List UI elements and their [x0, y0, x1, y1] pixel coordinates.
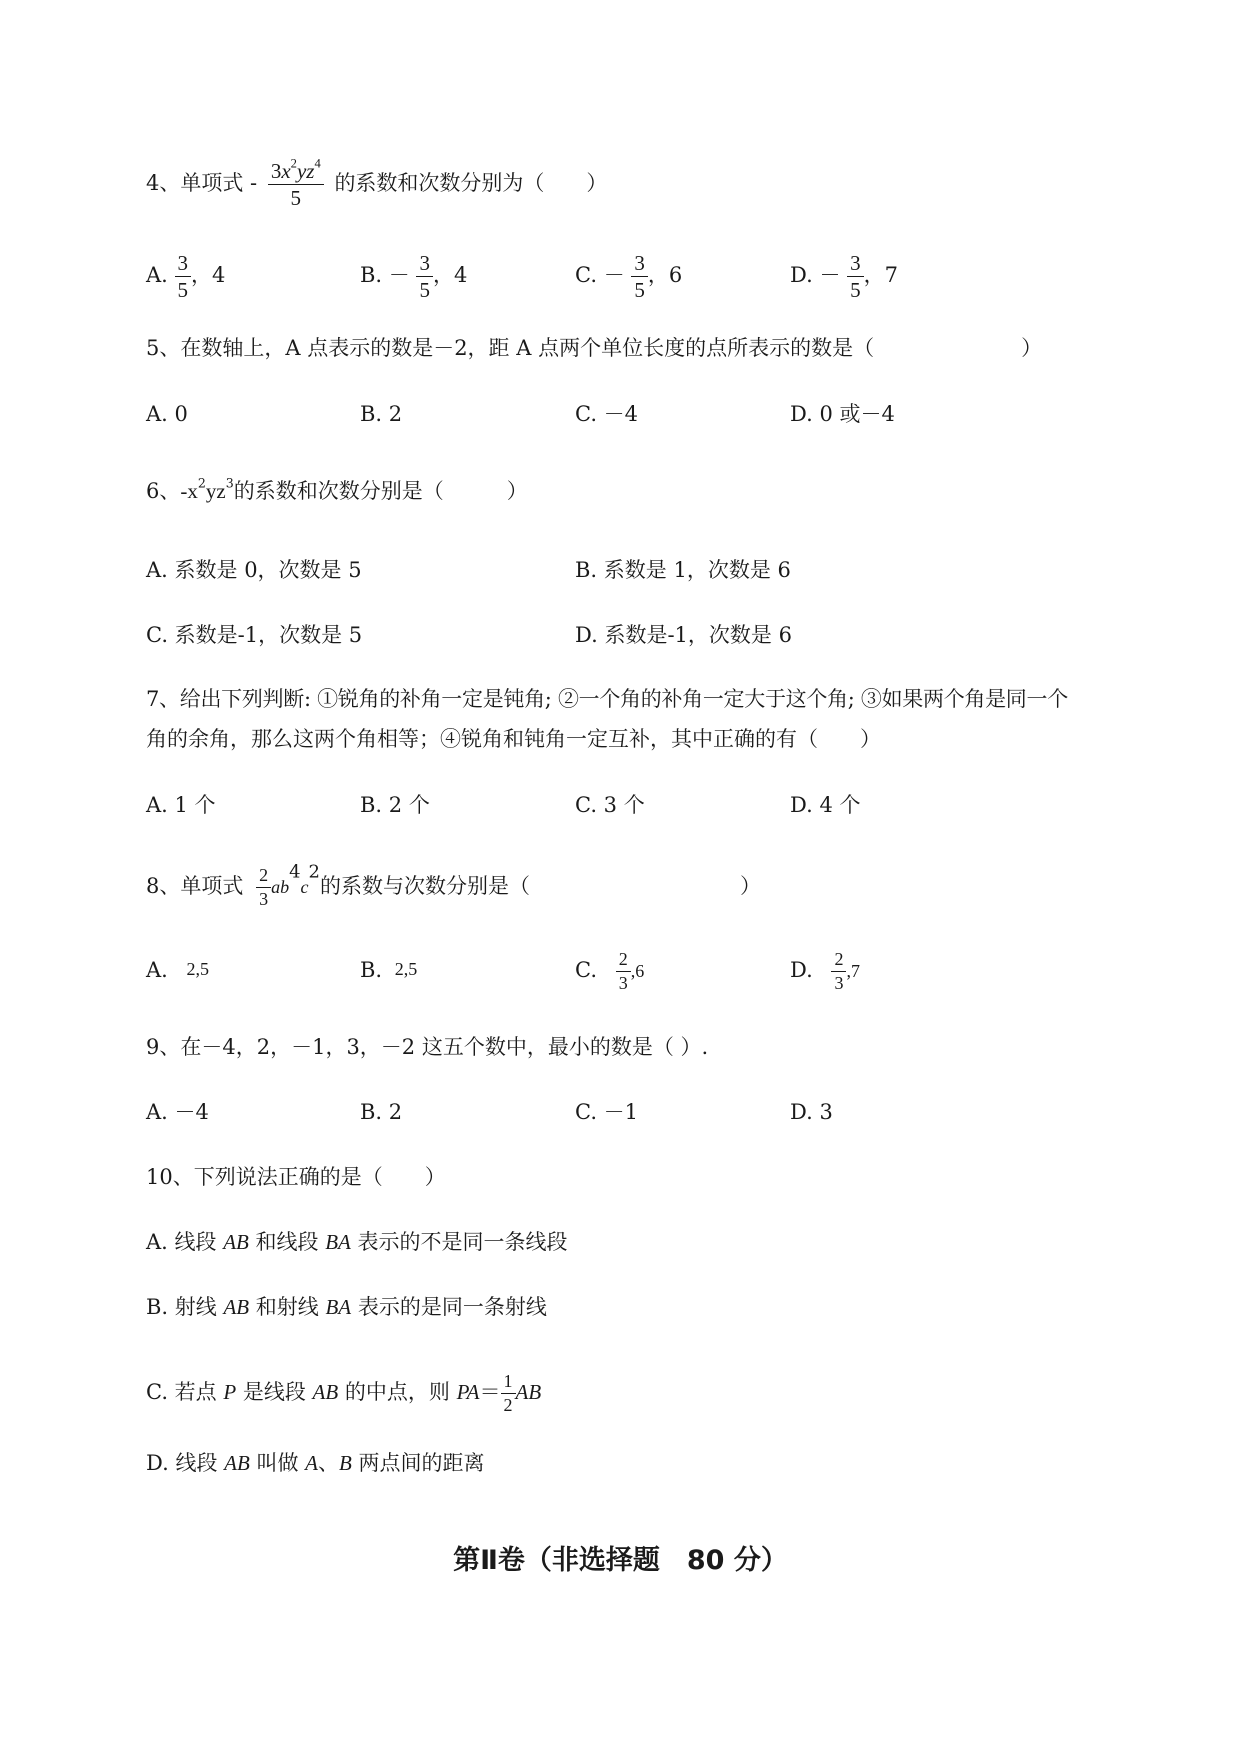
question-5-stem: 5、在数轴上，A 点表示的数是－2，距 A 点两个单位长度的点所表示的数是（ ） [146, 336, 1043, 360]
q8-option-b[interactable]: B. 2,5 [360, 958, 418, 982]
question-7-stem-line2: 角的余角，那么这两个角相等；④锐角和钝角一定互补，其中正确的有（ ） [146, 727, 881, 751]
q7-option-b[interactable]: B. 2 个 [360, 793, 430, 817]
q6-option-b[interactable]: B. 系数是 1，次数是 6 [575, 558, 791, 582]
q4-option-d[interactable]: D. － $\frac{3}{5}$ ，7 [790, 251, 899, 303]
q4-option-a[interactable]: A. $\frac{3}{5}$ ，4 [146, 251, 226, 303]
q5-option-c[interactable]: C. －4 [575, 402, 639, 426]
q10-option-c[interactable]: C. 若点 P 是线段 AB 的中点，则 PA＝ $\frac{1}{2}$ AB [146, 1371, 542, 1415]
q6-option-d[interactable]: D. 系数是-1，次数是 6 [575, 623, 792, 647]
question-9-stem: 9、在－4，2，－1，3，－2 这五个数中，最小的数是（ ）. [146, 1035, 709, 1059]
q6-option-c[interactable]: C. 系数是-1，次数是 5 [146, 623, 363, 647]
q6-option-a[interactable]: A. 系数是 0，次数是 5 [146, 558, 362, 582]
q10-option-b[interactable]: B. 射线 AB 和射线 BA 表示的是同一条射线 [146, 1295, 547, 1319]
q5-option-b[interactable]: B. 2 [360, 402, 403, 426]
q5-option-d[interactable]: D. 0 或－4 [790, 402, 895, 426]
q8-option-a[interactable]: A. 2,5 [146, 958, 210, 982]
q7-option-d[interactable]: D. 4 个 [790, 793, 861, 817]
q9-option-c[interactable]: C. －1 [575, 1100, 639, 1124]
q10-option-d[interactable]: D. 线段 AB 叫做 A、B 两点间的距离 [146, 1451, 485, 1475]
q7-option-a[interactable]: A. 1 个 [146, 793, 216, 817]
q7-option-c[interactable]: C. 3 个 [575, 793, 645, 817]
q4-option-b[interactable]: B. － $\frac{3}{5}$ ，4 [360, 251, 468, 303]
q4-prefix: 4、单项式 - [146, 171, 258, 196]
q9-option-d[interactable]: D. 3 [790, 1100, 833, 1124]
question-8-stem: 8、单项式 $\frac{2}{3}$ $ab^4c^2$的系数与次数分别是（ ） [146, 861, 761, 909]
question-4-stem [146, 156, 608, 211]
q9-option-a[interactable]: A. －4 [146, 1100, 209, 1124]
q9-option-b[interactable]: B. 2 [360, 1100, 403, 1124]
q5-option-a[interactable]: A. 0 [146, 402, 188, 426]
section-title: 第Ⅱ卷（非选择题 80 分） [453, 1545, 788, 1576]
question-6-stem: 6、$-x^2yz^3$的系数和次数分别是（ ） [146, 475, 528, 503]
question-10-stem: 10、下列说法正确的是（ ） [146, 1165, 446, 1189]
q4-option-c[interactable]: C. － $\frac{3}{5}$ ，6 [575, 251, 683, 303]
q4-suffix: 的系数和次数分别为（ ） [334, 171, 608, 196]
q8-coefficient-fraction: $\frac{2}{3}$ [256, 866, 271, 909]
q8-option-c[interactable]: C. $\frac{2}{3}$ ,6 [575, 949, 645, 993]
q4-monomial-fraction: $\frac{3x^2yz^4}{5}$ [268, 160, 324, 209]
q10-half-fraction: $\frac{1}{2}$ [501, 1372, 516, 1415]
question-7-stem-line1: 7、给出下列判断: ①锐角的补角一定是钝角; ②一个角的补角一定大于这个角; ③如果两个角是同一个 [146, 687, 1068, 711]
q10-option-a[interactable]: A. 线段 AB 和线段 BA 表示的不是同一条线段 [146, 1230, 568, 1254]
q8-option-d[interactable]: D. $\frac{2}{3}$ ,7 [790, 949, 860, 993]
